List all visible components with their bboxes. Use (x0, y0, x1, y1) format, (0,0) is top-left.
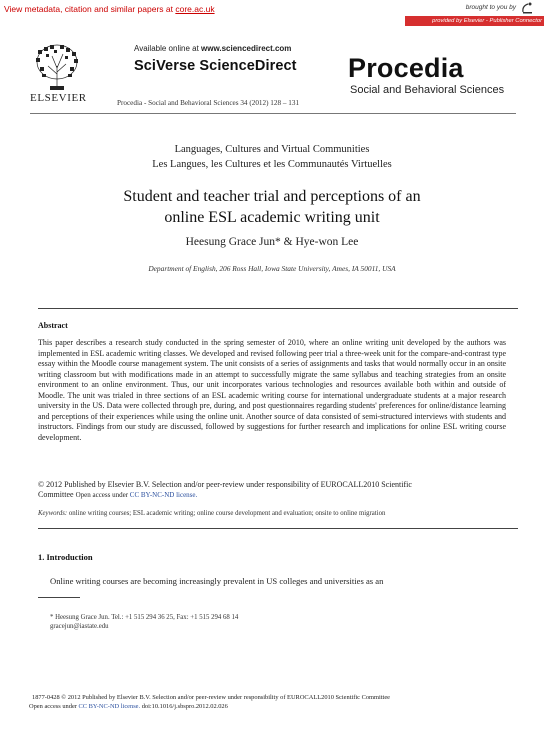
keywords (38, 510, 385, 517)
footer-doi-line (29, 703, 228, 710)
license-link[interactable]: CC BY-NC-ND license. (129, 491, 198, 499)
section-heading-introduction: 1. Introduction (38, 552, 93, 562)
keywords-label: Keywords: (38, 510, 68, 517)
conference-title-en: Languages, Cultures and Virtual Communities (174, 144, 370, 155)
footer-license-link[interactable]: CC BY-NC-ND license. (78, 703, 141, 710)
procedia-subtitle: Social and Behavioral Sciences (350, 84, 505, 96)
view-metadata-text: View metadata, citation and similar papers at (4, 4, 176, 14)
abstract-top-rule (38, 308, 518, 309)
open-access-prefix: Open access under (75, 491, 130, 499)
brought-to-you-text: brought to you by (465, 4, 516, 11)
footer-doi[interactable]: doi:10.1016/j.sbspro.2012.02.026 (141, 703, 228, 710)
footnote-rule (38, 597, 80, 598)
procedia-logo: Procedia (348, 53, 464, 83)
keywords-list: online writing courses; ESL academic writing; online course development and evaluation; onsite to online migration (68, 510, 386, 517)
abstract-bottom-rule (38, 528, 518, 529)
authors: Heesung Grace Jun* & Hye-won Lee (185, 236, 359, 248)
copyright-line-2 (38, 490, 508, 500)
core-link[interactable]: core.ac.uk (175, 4, 215, 14)
elsevier-wordmark: ELSEVIER (30, 92, 87, 104)
title-line-1: Student and teacher trial and perceptions of an (123, 188, 421, 205)
elsevier-tree-logo-icon (30, 42, 84, 92)
available-prefix: Available online at (134, 44, 202, 53)
view-metadata-link[interactable] (4, 4, 215, 14)
committee-word: Committee (38, 490, 74, 499)
sciverse-logo: SciVerse ScienceDirect (134, 58, 297, 74)
conference-title-fr: Les Langues, les Cultures et les Communautés Virtuelles (152, 159, 392, 170)
affiliation: Department of English, 206 Ross Hall, Iowa State University, Ames, IA 50011, USA (148, 264, 396, 273)
footnote-contact: * Heesung Grace Jun. Tel.: +1 515 294 36 25, Fax: +1 515 294 68 14 (50, 614, 239, 621)
footnote (50, 613, 238, 631)
title-line-2: online ESL academic writing unit (164, 209, 380, 226)
available-online (134, 44, 291, 53)
footer-issn-line: 1877-0428 © 2012 Published by Elsevier B.V. Selection and/or peer-review under responsibility of EUROCALL2010 Scientific Committee (32, 694, 390, 701)
sciencedirect-url: www.sciencedirect.com (201, 44, 292, 53)
journal-citation: Procedia - Social and Behavioral Sciences 34 (2012) 128 – 131 (117, 99, 300, 107)
copyright-notice (38, 480, 508, 500)
provided-by-bar[interactable]: provided by Elsevier - Publisher Connector (405, 16, 544, 26)
abstract-heading: Abstract (38, 321, 68, 330)
copyright-line-1: © 2012 Published by Elsevier B.V. Selection and/or peer-review under responsibility of EUROCALL2010 Scientific (38, 480, 412, 489)
intro-paragraph: Online writing courses are becoming increasingly prevalent in US colleges and universities as an (50, 576, 384, 586)
paper-title (0, 186, 544, 228)
core-banner (0, 0, 544, 28)
header-divider (30, 113, 516, 114)
footnote-email: gracejun@iastate.edu (50, 623, 109, 630)
footer-open-access: Open access under (29, 703, 79, 710)
abstract-body: This paper describes a research study conducted in the spring semester of 2010, where an online writing unit developed by the authors was implemented in ESL academic writing classes. We developed and revised following peer trial a three-week unit for the compare-and-contrast type essay within the Moodle course management system. The unit consists of a series of assignments and tasks that would normally occur in an onsite writing classroom but with modifications made in an attempt to successfully migrate the same syllabus and teaching strategies from an onsite environment to an online environment. Thus, our unit incorporates various technologies and resources available both within and outside of Moodle. The unit was trialed in three sections of an ESL academic writing course for international undergraduate students at a major research university in the US. Data were collected through pre, during, and post questionnaires regarding students' preferences for online/distance learning and perceptions of their experiences while using the online unit. Another source of data consisted of semi-structured interviews with students and instructors. Findings from our study are discussed, followed by suggestions for further research and implications for online ESL writing course development. (38, 338, 506, 442)
core-logo-icon[interactable] (520, 1, 534, 15)
